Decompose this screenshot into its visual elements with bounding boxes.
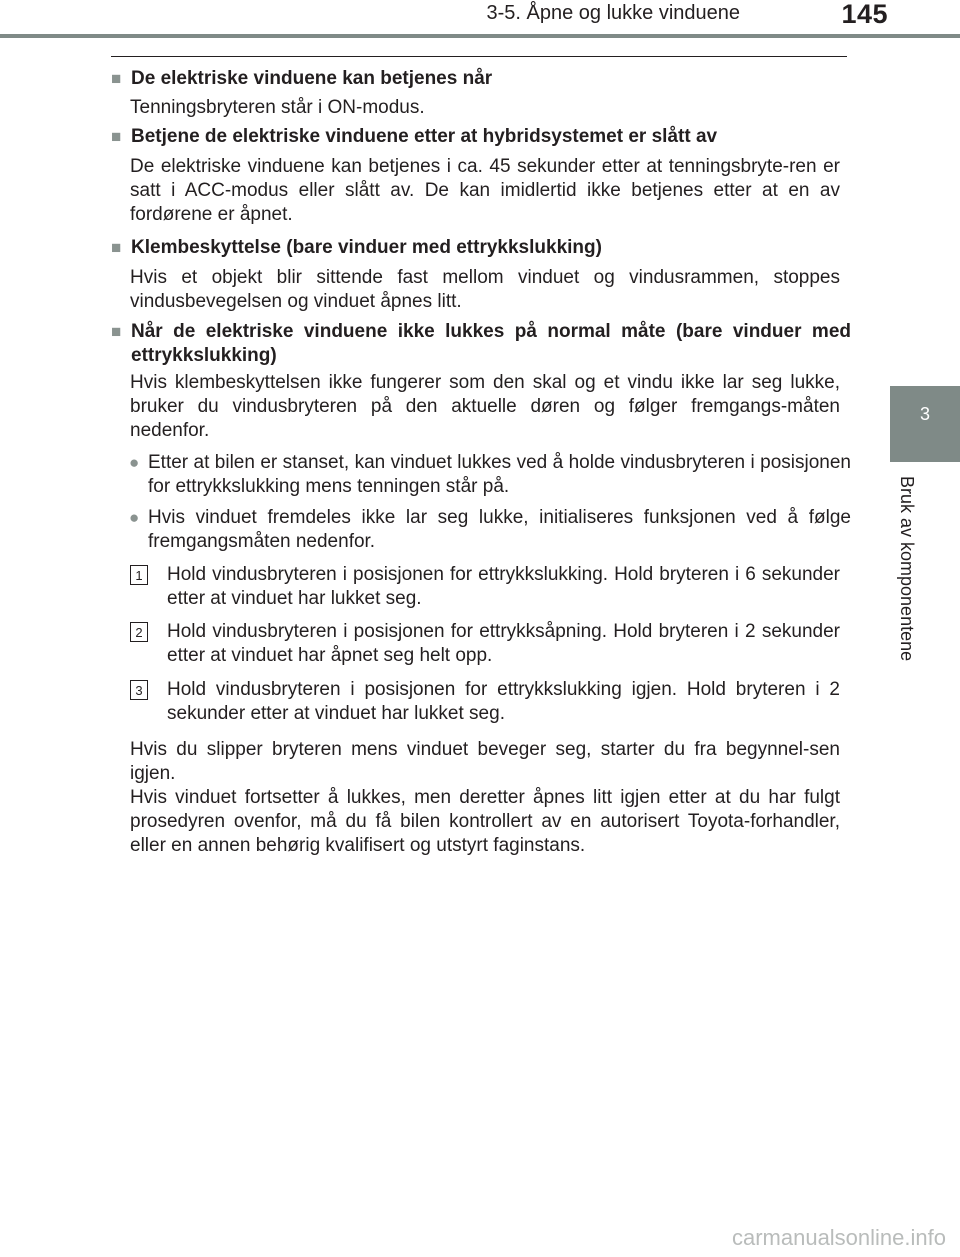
circle-bullet-icon: ●: [129, 508, 140, 527]
chapter-number: 3: [919, 404, 930, 424]
step-number-box: 3: [130, 680, 148, 700]
heading-not-closing: ■ Når de elektriske vinduene ikke lukkes på normal måte (bare vinduer med ettrykkslukking): [111, 321, 851, 366]
chapter-label-vertical: [891, 476, 921, 686]
step-item: 2 Hold vindusbryteren i posisjonen for ettrykksåpning. Hold bryteren i 2 sekunder etter at vinduet har åpnet seg helt opp.: [130, 620, 840, 668]
paragraph-not-closing: Hvis klembeskyttelsen ikke fungerer som den skal og et vindu ikke lar seg lukke, bruker du vindusbryteren på den aktuelle døren og følger fremgangs-måten nedenfor.: [130, 372, 840, 441]
header-rule: [0, 34, 960, 38]
square-bullet-icon: ■: [111, 238, 122, 257]
content-rule: [111, 56, 847, 57]
heading-jam-protection: ■ Klembeskyttelse (bare vinduer med ettrykkslukking): [111, 237, 602, 258]
paragraph-jam-protection: Hvis et objekt blir sittende fast mellom vinduet og vindusrammen, stoppes vindusbevegelsen og vinduet åpnes litt.: [130, 267, 840, 312]
heading-after-off: ■ Betjene de elektriske vinduene etter at hybridsystemet er slått av: [111, 126, 718, 147]
paragraph-conditions: Tenningsbryteren står i ON-modus.: [130, 97, 425, 118]
section-title: 3-5. Åpne og lukke vinduene: [486, 2, 740, 24]
page-number: 145: [841, 0, 888, 29]
circle-bullet-icon: ●: [129, 453, 140, 472]
watermark: carmanualsonline.info: [731, 1225, 946, 1250]
step-number-box: 1: [130, 565, 148, 585]
bullet-item: ● Hvis vinduet fremdeles ikke lar seg lukke, initialiseres funksjonen ved å følge fremgangsmåten nedenfor.: [129, 507, 851, 552]
chapter-label: Bruk av komponentene: [897, 476, 917, 662]
step-item: 1 Hold vindusbryteren i posisjonen for ettrykkslukking. Hold bryteren i 6 sekunder etter at vinduet har lukket seg.: [130, 563, 840, 611]
paragraph-restart: Hvis du slipper bryteren mens vinduet beveger seg, starter du fra begynnel-sen igjen.: [130, 739, 840, 784]
square-bullet-icon: ■: [111, 69, 122, 88]
paragraph-after-off: De elektriske vinduene kan betjenes i ca. 45 sekunder etter at tenningsbryte-ren er satt i ACC-modus eller slått av. De kan imidlertid ikke betjenes etter at en av fordørene er åpnet.: [130, 156, 840, 225]
step-number-box: 2: [130, 622, 148, 642]
bullet-item: ● Etter at bilen er stanset, kan vinduet lukkes ved å holde vindusbryteren i posisjonen for ettrykkslukking mens tenningen står på.: [129, 452, 851, 497]
step-item: 3 Hold vindusbryteren i posisjonen for ettrykkslukking igjen. Hold bryteren i 2 sekunder etter at vinduet har lukket seg.: [130, 678, 840, 726]
heading-conditions: ■ De elektriske vinduene kan betjenes når: [111, 68, 493, 89]
paragraph-dealer: Hvis vinduet fortsetter å lukkes, men deretter åpnes litt igjen etter at du har fulgt prosedyren ovenfor, må du få bilen kontrollert av en autorisert Toyota-forhandler, eller en annen behørig kvalifisert og utstyrt faginstans.: [130, 787, 840, 856]
square-bullet-icon: ■: [111, 322, 122, 341]
square-bullet-icon: ■: [111, 127, 122, 146]
